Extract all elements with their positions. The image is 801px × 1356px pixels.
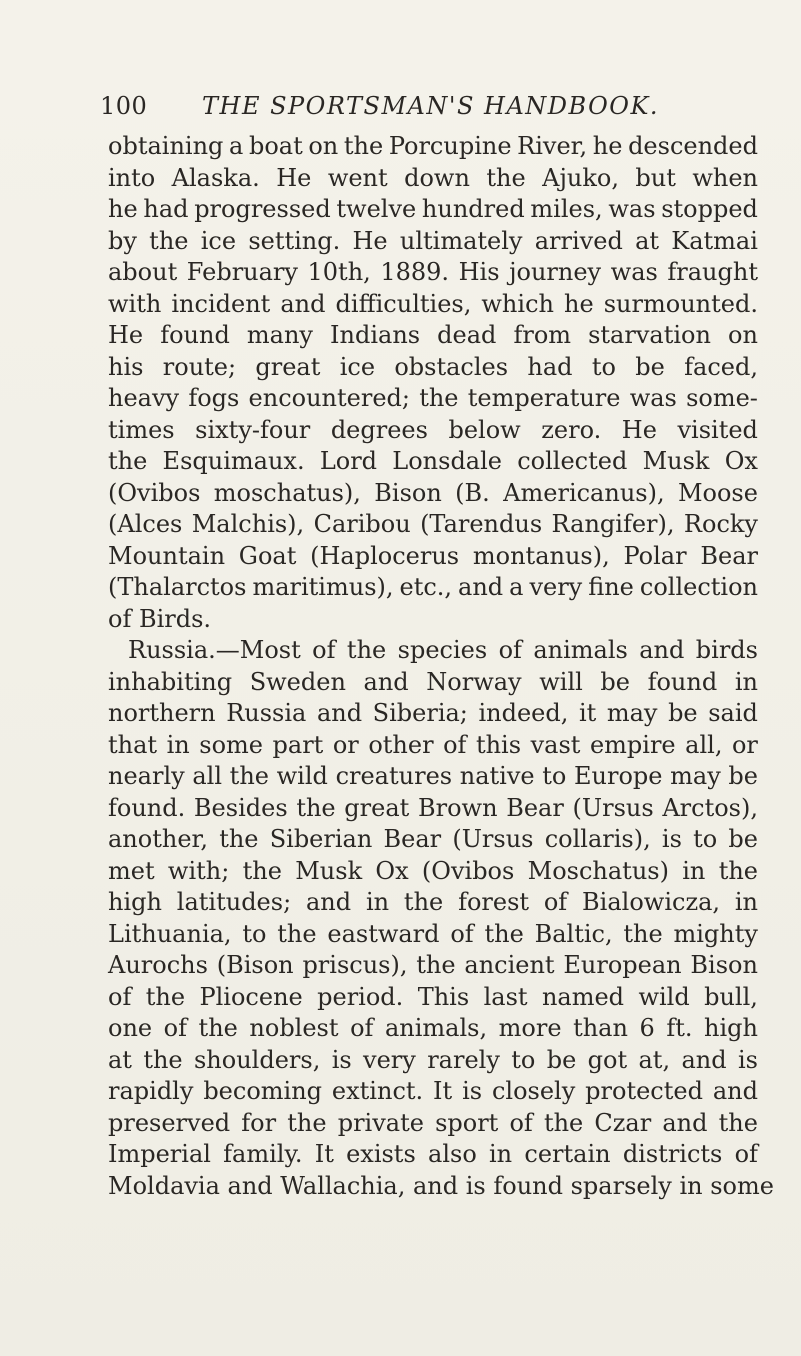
- text-line: He found many Indians dead from starvation on: [108, 321, 758, 349]
- text-line: Russia.—Most of the species of animals and birds: [128, 636, 758, 664]
- text-line: times sixty-four degrees below zero. He visited: [108, 415, 758, 444]
- text-line: at the shoulders, is very rarely to be got at, and is: [108, 1045, 758, 1074]
- text-line: obtaining a boat on the Porcupine River, he descended: [108, 132, 758, 160]
- text-line: into Alaska. He went down the Ajuko, but when: [108, 163, 758, 192]
- text-line: inhabiting Sweden and Norway will be found in: [108, 667, 758, 696]
- text-line: with incident and difficulties, which he surmounted.: [108, 289, 758, 318]
- text-line: (Ovibos moschatus), Bison (B. Americanus), Moose: [108, 478, 758, 507]
- text-line: found. Besides the great Brown Bear (Ursus Arctos),: [108, 793, 758, 822]
- text-line: (Thalarctos maritimus), etc., and a very fine collection: [108, 573, 758, 601]
- text-line: of Birds.: [108, 604, 212, 633]
- text-line: another, the Siberian Bear (Ursus collaris), is to be: [108, 825, 758, 853]
- running-title: THE SPORTSMAN'S HANDBOOK.: [202, 92, 660, 120]
- text-line: about February 10th, 1889. His journey was fraught: [108, 258, 758, 286]
- text-line: northern Russia and Siberia; indeed, it may be said: [108, 699, 758, 727]
- text-line: high latitudes; and in the forest of Bialowicza, in: [108, 888, 758, 916]
- text-line: Moldavia and Wallachia, and is found sparsely in some: [108, 1171, 774, 1200]
- text-line: met with; the Musk Ox (Ovibos Moschatus) in the: [108, 856, 758, 885]
- text-line: by the ice setting. He ultimately arrived at Katmai: [108, 226, 758, 255]
- text-line: the Esquimaux. Lord Lonsdale collected Musk Ox: [108, 447, 758, 475]
- text-line: that in some part or other of this vast empire all, or: [108, 730, 758, 759]
- page-number: 100: [100, 92, 148, 120]
- text-line: one of the noblest of animals, more than 6 ft. high: [108, 1014, 758, 1042]
- text-line: heavy fogs encountered; the temperature was some-: [108, 384, 758, 412]
- text-line: (Alces Malchis), Caribou (Tarendus Rangifer), Rocky: [108, 510, 758, 538]
- page-header: [100, 92, 740, 122]
- text-line: of the Pliocene period. This last named wild bull,: [108, 982, 758, 1011]
- text-line: he had progressed twelve hundred miles, was stopped: [108, 195, 758, 223]
- text-line: preserved for the private sport of the Czar and the: [108, 1108, 758, 1137]
- text-line: nearly all the wild creatures native to Europe may be: [108, 762, 758, 790]
- body-text: [108, 131, 774, 1202]
- text-line: Aurochs (Bison priscus), the ancient European Bison: [108, 951, 758, 979]
- text-line: Lithuania, to the eastward of the Baltic, the mighty: [108, 919, 758, 948]
- text-line: Mountain Goat (Haplocerus montanus), Polar Bear: [108, 541, 758, 570]
- text-line: his route; great ice obstacles had to be faced,: [108, 352, 758, 381]
- text-line: rapidly becoming extinct. It is closely protected and: [108, 1077, 758, 1105]
- text-line: Imperial family. It exists also in certain districts of: [108, 1140, 758, 1168]
